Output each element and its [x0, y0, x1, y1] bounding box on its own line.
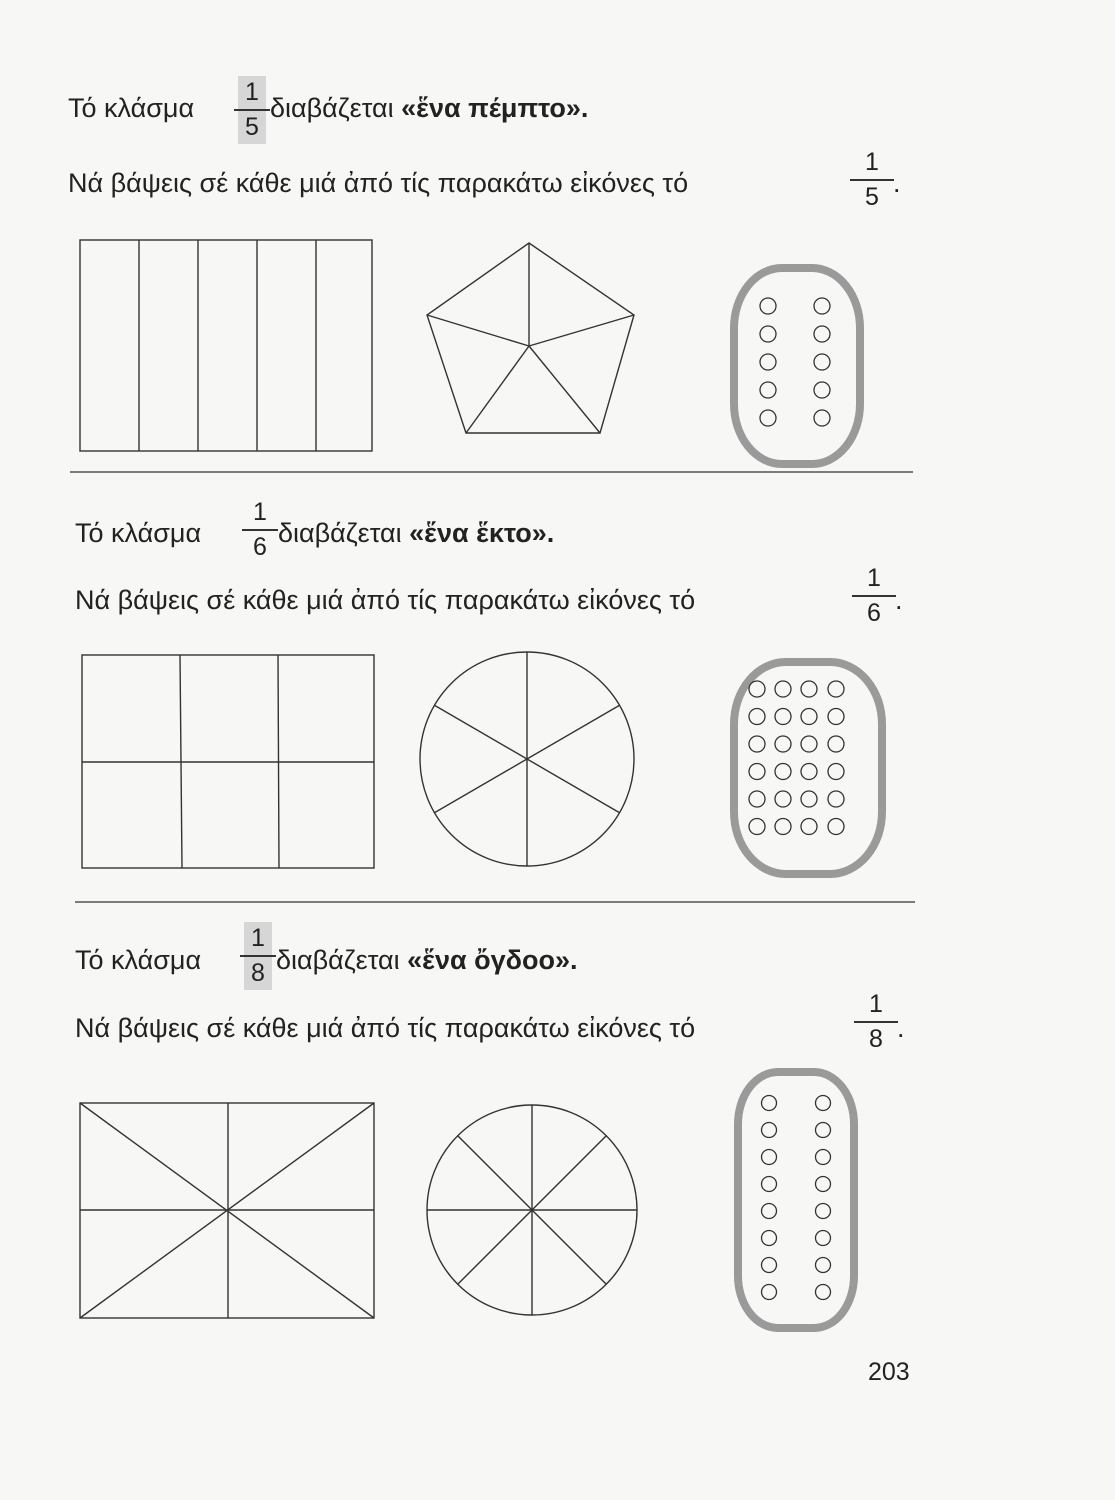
- fraction-numerator: 1: [244, 922, 272, 955]
- fraction-name: «ἕνα πέμπτο».: [401, 93, 589, 123]
- fraction-denominator: 6: [253, 533, 267, 561]
- dot[interactable]: [775, 791, 791, 807]
- fraction-denominator: 8: [244, 957, 272, 990]
- dot[interactable]: [828, 709, 844, 725]
- fraction-denominator: 8: [869, 1025, 883, 1053]
- dot[interactable]: [816, 1177, 831, 1192]
- dot[interactable]: [762, 1285, 777, 1300]
- dot[interactable]: [775, 819, 791, 835]
- intro-prefix: Τό κλάσμα: [75, 518, 202, 548]
- dot[interactable]: [816, 1096, 831, 1111]
- dot[interactable]: [762, 1150, 777, 1165]
- fraction-denominator: 5: [865, 183, 879, 211]
- fraction-name: «ἕνα ἕκτο».: [409, 518, 555, 548]
- dot[interactable]: [814, 326, 830, 342]
- fraction-denominator: 5: [238, 111, 266, 144]
- dot[interactable]: [762, 1204, 777, 1219]
- oval-twenty-four-dots-figure[interactable]: [734, 662, 882, 874]
- intro-mid: διαβάζεται: [270, 93, 402, 123]
- dot[interactable]: [814, 410, 830, 426]
- dot[interactable]: [828, 736, 844, 752]
- dot[interactable]: [801, 764, 817, 780]
- dot[interactable]: [801, 791, 817, 807]
- dot[interactable]: [760, 354, 776, 370]
- dot[interactable]: [749, 764, 765, 780]
- dot[interactable]: [762, 1123, 777, 1138]
- dot[interactable]: [775, 764, 791, 780]
- dot[interactable]: [762, 1177, 777, 1192]
- dot[interactable]: [749, 791, 765, 807]
- intro-prefix: Τό κλάσμα: [75, 945, 202, 975]
- dot[interactable]: [801, 736, 817, 752]
- intro-mid: διαβάζεται: [278, 518, 410, 548]
- dot[interactable]: [749, 736, 765, 752]
- dot[interactable]: [816, 1231, 831, 1246]
- dot[interactable]: [816, 1258, 831, 1273]
- dot[interactable]: [814, 298, 830, 314]
- dot[interactable]: [801, 681, 817, 697]
- fraction-numerator: 1: [867, 564, 881, 592]
- circle-six-sectors-figure[interactable]: [420, 652, 634, 866]
- fraction-numerator: 1: [253, 498, 267, 526]
- dot[interactable]: [816, 1123, 831, 1138]
- oval-sixteen-dots-figure[interactable]: [738, 1072, 854, 1328]
- circle-eight-sectors-figure[interactable]: [427, 1105, 637, 1315]
- fraction-numerator: 1: [869, 990, 883, 1018]
- dot[interactable]: [775, 709, 791, 725]
- dot[interactable]: [760, 298, 776, 314]
- page-number: 203: [868, 1358, 910, 1386]
- instruction-text: Νά βάψεις σέ κάθε μιά ἀπό τίς παρακάτω εἰκόνες τό: [75, 1013, 696, 1043]
- dot[interactable]: [749, 819, 765, 835]
- rectangle-six-cells-figure[interactable]: [82, 655, 374, 868]
- dot[interactable]: [816, 1150, 831, 1165]
- dot[interactable]: [801, 819, 817, 835]
- fraction-name: «ἕνα ὄγδοο».: [407, 945, 578, 975]
- dot[interactable]: [775, 681, 791, 697]
- instruction-text: Νά βάψεις σέ κάθε μιά ἀπό τίς παρακάτω εἰκόνες τό: [75, 585, 696, 615]
- dot[interactable]: [775, 736, 791, 752]
- dot[interactable]: [828, 819, 844, 835]
- intro-mid: διαβάζεται: [276, 945, 408, 975]
- dot[interactable]: [760, 326, 776, 342]
- dot[interactable]: [814, 382, 830, 398]
- pentagon-five-triangles-figure[interactable]: [427, 243, 634, 433]
- dot[interactable]: [828, 791, 844, 807]
- oval-ten-dots-figure[interactable]: [734, 268, 860, 464]
- dot[interactable]: [814, 354, 830, 370]
- instruction-text: Νά βάψεις σέ κάθε μιά ἀπό τίς παρακάτω εἰκόνες τό: [68, 168, 689, 198]
- dot[interactable]: [828, 681, 844, 697]
- dot[interactable]: [828, 764, 844, 780]
- dot[interactable]: [749, 709, 765, 725]
- fraction-numerator: 1: [865, 148, 879, 176]
- dot[interactable]: [816, 1204, 831, 1219]
- rectangle-eight-triangles-figure[interactable]: [80, 1103, 374, 1318]
- fraction-denominator: 6: [867, 599, 881, 627]
- dot[interactable]: [762, 1258, 777, 1273]
- dot[interactable]: [760, 410, 776, 426]
- dot[interactable]: [749, 681, 765, 697]
- dot[interactable]: [816, 1285, 831, 1300]
- dot[interactable]: [762, 1096, 777, 1111]
- dot[interactable]: [762, 1231, 777, 1246]
- dot[interactable]: [760, 382, 776, 398]
- dot[interactable]: [801, 709, 817, 725]
- fraction-numerator: 1: [238, 76, 266, 109]
- rectangle-five-strips-figure[interactable]: [80, 240, 372, 451]
- intro-prefix: Τό κλάσμα: [68, 93, 195, 123]
